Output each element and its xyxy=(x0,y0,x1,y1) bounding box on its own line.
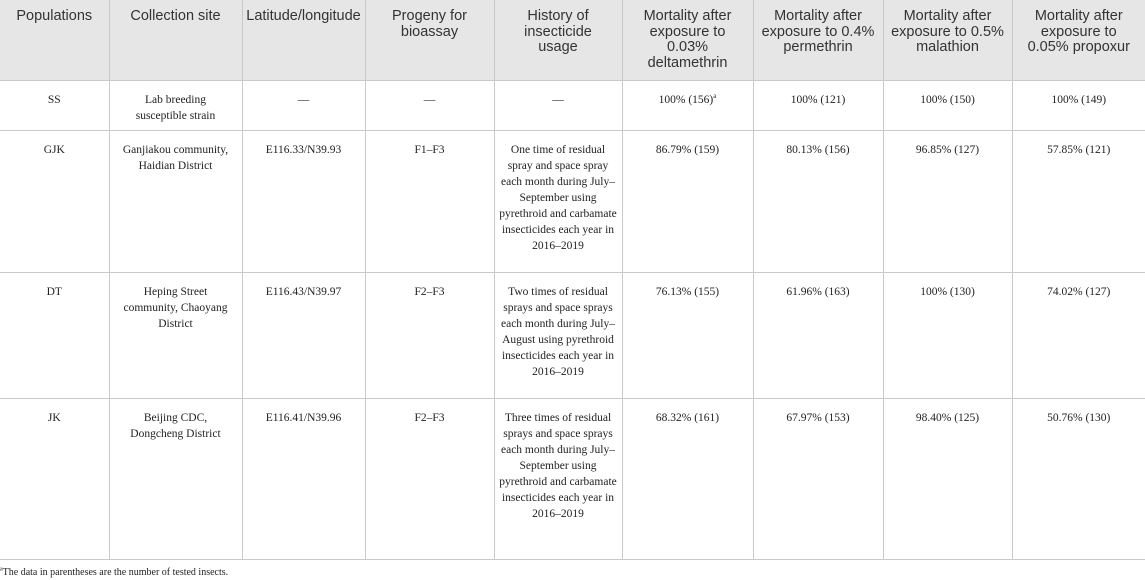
permethrin-cell: 80.13% (156) xyxy=(753,131,883,273)
population-cell: DT xyxy=(0,273,109,399)
malathion-cell: 98.40% (125) xyxy=(883,399,1012,560)
collection-site-cell: Lab breeding susceptible strain xyxy=(109,81,242,131)
history-cell: Three times of residual sprays and space sprays each month during July–September using pyrethroid and carbamate insecticides each year in 2016–2019 xyxy=(494,399,622,560)
header-mortality-propoxur: Mortality after exposure to 0.05% propoxur xyxy=(1012,0,1145,81)
header-mortality-permethrin: Mortality after exposure to 0.4% permethrin xyxy=(753,0,883,81)
header-mortality-malathion: Mortality after exposure to 0.5% malathion xyxy=(883,0,1012,81)
deltamethrin-value: 100% (156) xyxy=(658,94,714,106)
collection-site-cell: Beijing CDC, Dongcheng District xyxy=(109,399,242,560)
propoxur-cell: 100% (149) xyxy=(1012,81,1145,131)
propoxur-cell: 57.85% (121) xyxy=(1012,131,1145,273)
malathion-cell: 100% (130) xyxy=(883,273,1012,399)
header-mortality-deltamethrin: Mortality after exposure to 0.03% deltamethrin xyxy=(622,0,753,81)
population-cell: JK xyxy=(0,399,109,560)
population-cell: SS xyxy=(0,81,109,131)
latlon-cell: E116.41/N39.96 xyxy=(242,399,365,560)
table-row xyxy=(0,273,1145,399)
progeny-cell: F2–F3 xyxy=(365,399,494,560)
progeny-cell: F1–F3 xyxy=(365,131,494,273)
permethrin-cell: 100% (121) xyxy=(753,81,883,131)
deltamethrin-cell xyxy=(622,81,753,131)
history-cell: — xyxy=(494,81,622,131)
deltamethrin-cell: 76.13% (155) xyxy=(622,273,753,399)
propoxur-cell: 74.02% (127) xyxy=(1012,273,1145,399)
footnote-text: The data in parentheses are the number of tested insects. xyxy=(2,567,229,578)
header-latitude-longitude: Latitude/longitude xyxy=(242,0,365,81)
latlon-cell: — xyxy=(242,81,365,131)
header-populations: Populations xyxy=(0,0,109,81)
malathion-cell: 100% (150) xyxy=(883,81,1012,131)
population-cell: GJK xyxy=(0,131,109,273)
table-row xyxy=(0,131,1145,273)
header-row xyxy=(0,0,1145,81)
deltamethrin-cell: 68.32% (161) xyxy=(622,399,753,560)
table-footnote xyxy=(0,567,228,579)
header-progeny: Progeny for bioassay xyxy=(365,0,494,81)
history-cell: Two times of residual sprays and space sprays each month during July–August using pyrethroid insecticides each year in 2016–2019 xyxy=(494,273,622,399)
latlon-cell: E116.43/N39.97 xyxy=(242,273,365,399)
collection-site-cell: Heping Street community, Chaoyang District xyxy=(109,273,242,399)
progeny-cell: — xyxy=(365,81,494,131)
footnote-marker: a xyxy=(0,566,3,573)
permethrin-cell: 61.96% (163) xyxy=(753,273,883,399)
deltamethrin-cell: 86.79% (159) xyxy=(622,131,753,273)
permethrin-cell: 67.97% (153) xyxy=(753,399,883,560)
footnote-marker: a xyxy=(713,92,717,101)
table-row xyxy=(0,399,1145,560)
malathion-cell: 96.85% (127) xyxy=(883,131,1012,273)
header-collection-site: Collection site xyxy=(109,0,242,81)
collection-site-cell: Ganjiakou community, Haidian District xyxy=(109,131,242,273)
table-row xyxy=(0,81,1145,131)
progeny-cell: F2–F3 xyxy=(365,273,494,399)
propoxur-cell: 50.76% (130) xyxy=(1012,399,1145,560)
header-insecticide-history: History of insecticide usage xyxy=(494,0,622,81)
history-cell: One time of residual spray and space spray each month during July–September using pyrethroid and carbamate insecticides each year in 2016–2019 xyxy=(494,131,622,273)
latlon-cell: E116.33/N39.93 xyxy=(242,131,365,273)
